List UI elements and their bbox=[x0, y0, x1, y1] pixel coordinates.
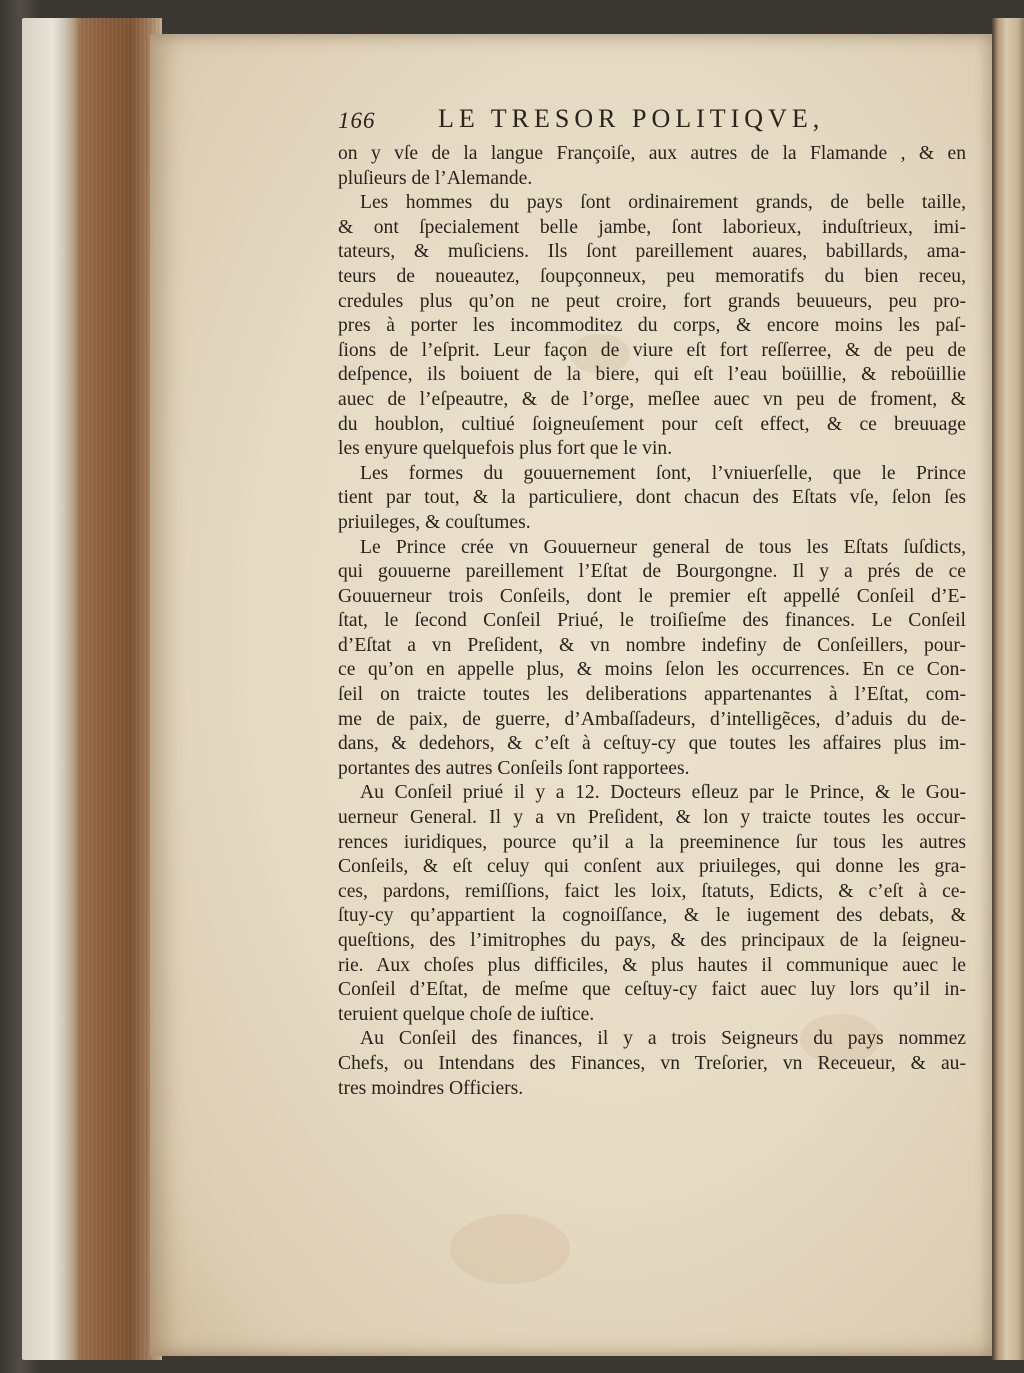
text-line: Au Conſeil priué il y a 12. Docteurs eſleuz par le Prince, & le Gou- bbox=[360, 782, 966, 804]
text-line: & ont ſpecialement belle jambe, ſont laborieux, induſtrieux, imi- bbox=[338, 216, 966, 238]
text-line: pres à porter les incommoditez du corps, & encore moins les paſ- bbox=[338, 315, 966, 337]
text-line: ſions de l’eſprit. Leur façon de viure eſt fort reſſerree, & de peu de bbox=[338, 339, 966, 361]
page-number: 166 bbox=[338, 108, 376, 133]
facing-page-edge bbox=[992, 18, 1024, 1360]
text-line: auec de l’eſpeautre, & de l’orge, meſlee auec vn peu de froment, & bbox=[338, 388, 966, 410]
text-line: rie. Aux choſes plus difficiles, & plus hautes il communique auec le bbox=[338, 954, 966, 976]
text-line: ces, pardons, remiſſions, faict les loix, ſtatuts, Edicts, & c’eſt à ce- bbox=[338, 880, 966, 902]
text-line: me de paix, de guerre, d’Ambaſſadeurs, d’intelligẽces, d’aduis du de- bbox=[338, 708, 966, 730]
page-text-block bbox=[338, 104, 968, 1101]
text-line: deſpence, ils boiuent de la biere, qui eſt l’eau boüillie, & reboüillie bbox=[338, 364, 966, 386]
text-line: ſtuy-cy qu’appartient la cognoiſſance, & le iugement des debats, & bbox=[338, 905, 966, 927]
text-line: d’Eſtat a vn Preſident, & vn nombre indefiny de Conſeillers, pour- bbox=[338, 634, 966, 656]
text-line: priuileges, & couſtumes. bbox=[338, 511, 531, 533]
text-line: portantes des autres Conſeils ſont rapportees. bbox=[338, 757, 690, 779]
text-line: ſeil on traicte toutes les deliberations appartenantes à l’Eſtat, com- bbox=[338, 684, 966, 706]
text-line: Les hommes du pays ſont ordinairement grands, de belle taille, bbox=[360, 192, 966, 214]
page-header bbox=[338, 104, 968, 142]
page-fore-edges bbox=[22, 18, 162, 1360]
text-line: rences iuridiques, pource qu’il a la preeminence ſur tous les autres bbox=[338, 831, 966, 853]
text-line: tres moindres Officiers. bbox=[338, 1077, 524, 1099]
text-line: uerneur General. Il y a vn Preſident, & lon y traicte toutes les occur- bbox=[338, 807, 966, 829]
text-line: credules plus qu’on ne peut croire, fort grands beuueurs, peu pro- bbox=[338, 290, 966, 312]
text-line: du houblon, cultiué ſoigneuſement pour ceſt effect, & ce breuuage bbox=[338, 413, 966, 435]
text-line: Le Prince crée vn Gouuerneur general de tous les Eſtats ſuſdicts, bbox=[360, 536, 966, 558]
text-line: teruient quelque choſe de iuſtice. bbox=[338, 1003, 595, 1025]
text-line: ſtat, le ſecond Conſeil Priué, le troiſieſme des finances. Le Conſeil bbox=[338, 610, 966, 632]
text-line: Conſeils, & eſt celuy qui conſent aux priuileges, qui donne les gra- bbox=[338, 856, 966, 878]
text-line: Au Conſeil des finances, il y a trois Seigneurs du pays nommez bbox=[360, 1028, 966, 1050]
paper-stain bbox=[450, 1214, 570, 1284]
text-line: Gouuerneur trois Conſeils, dont le premier eſt appellé Conſeil d’E- bbox=[338, 585, 966, 607]
running-title: LE TRESOR POLITIQVE, bbox=[438, 104, 825, 133]
text-line: Chefs, ou Intendans des Finances, vn Treſorier, vn Receueur, & au- bbox=[338, 1052, 966, 1074]
body-text bbox=[338, 142, 968, 1101]
text-line: tient par tout, & la particuliere, dont chacun des Eſtats vſe, ſelon ſes bbox=[338, 487, 966, 509]
text-line: queſtions, des l’imitrophes du pays, & des principaux de la ſeigneu- bbox=[338, 930, 966, 951]
text-line: ce qu’on en appelle plus, & moins ſelon les occurrences. En ce Con- bbox=[338, 659, 966, 681]
text-line: les enyure quelquefois plus fort que le vin. bbox=[338, 438, 673, 460]
text-line: pluſieurs de l’Alemande. bbox=[338, 167, 533, 189]
text-line: Conſeil d’Eſtat, de meſme que ceſtuy-cy faict auec luy lors qu’il in- bbox=[338, 979, 966, 1001]
text-line: teurs de noueautez, ſoupçonneux, peu memoratifs du bien receu, bbox=[338, 265, 966, 287]
text-line: qui gouuerne pareillement l’Eſtat de Bourgongne. Il y a prés de ce bbox=[338, 561, 966, 583]
text-line: Les formes du gouuernement ſont, l’vniuerſelle, que le Prince bbox=[360, 462, 966, 484]
text-line: dans, & dedehors, & c’eſt à ceſtuy-cy que toutes les affaires plus im- bbox=[338, 733, 966, 755]
text-line: tateurs, & muſiciens. Ils ſont pareillement auares, babillards, ama- bbox=[338, 241, 966, 263]
text-line: on y vſe de la langue Françoiſe, aux autres de la Flamande , & en bbox=[338, 143, 966, 164]
